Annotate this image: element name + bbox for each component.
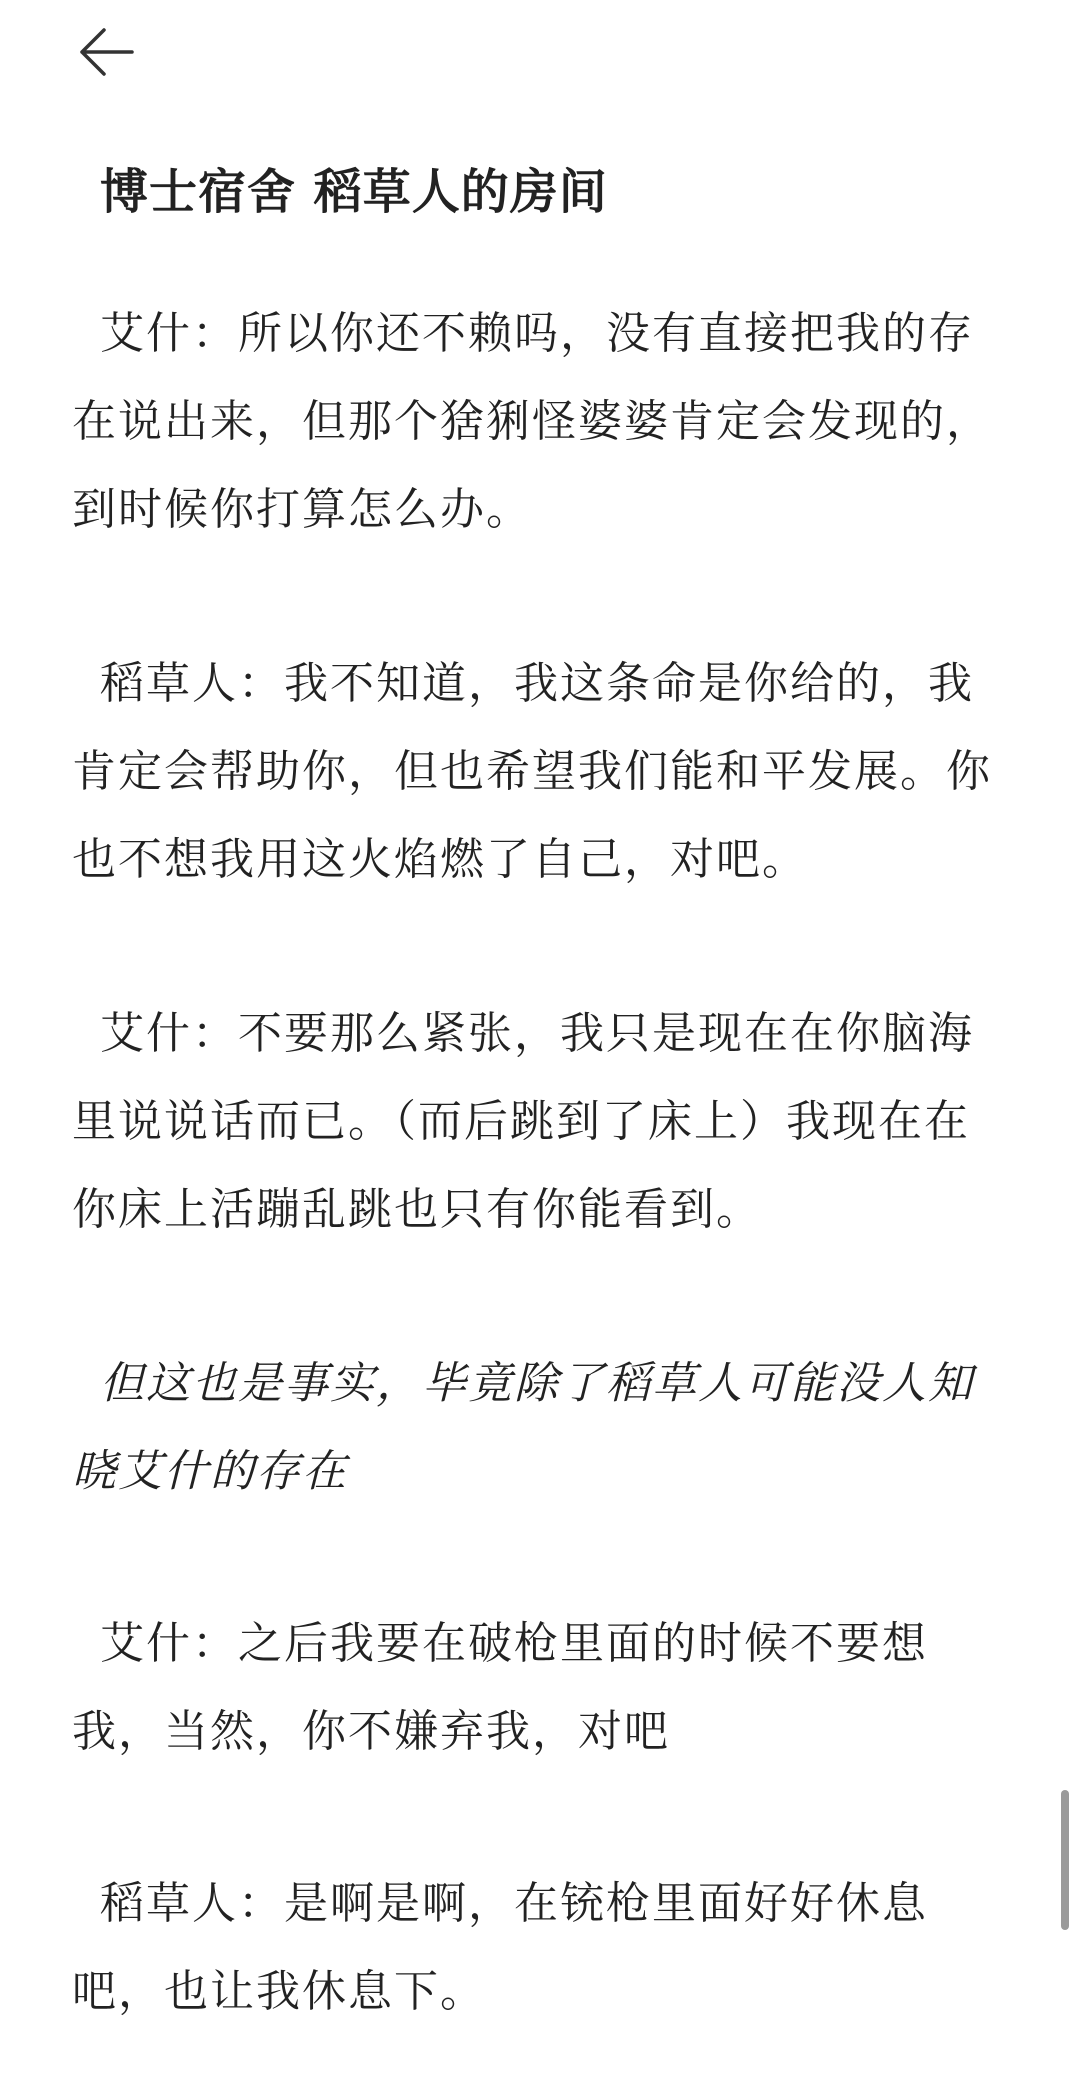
back-button[interactable]	[68, 14, 144, 90]
paragraph: 艾什：之后我要在破枪里面的时候不要想我，当然，你不嫌弃我，对吧	[72, 1618, 928, 1757]
paragraph: 稻草人：是啊是啊，在铳枪里面好好休息吧，也让我休息下。	[72, 1878, 928, 2017]
paragraph-narration: 但这也是事实，毕竟除了稻草人可能没人知晓艾什的存在	[72, 1358, 974, 1497]
chapter-title: 博士宿舍 稻草人的房间	[100, 164, 608, 220]
paragraph: 艾什：所以你还不赖吗，没有直接把我的存在说出来，但那个猞猁怪婆婆肯定会发现的，到时候你打算怎么办。	[72, 308, 992, 535]
paragraph: 稻草人：我不知道，我这条命是你给的，我肯定会帮助你，但也希望我们能和平发展。你也不想我用这火焰燃了自己，对吧。	[72, 658, 992, 885]
arrow-left-icon	[74, 20, 138, 84]
scrollbar[interactable]	[1061, 1790, 1069, 1930]
paragraph: 艾什：不要那么紧张，我只是现在在你脑海里说说话而已。（而后跳到了床上）我现在在你床上活蹦乱跳也只有你能看到。	[72, 1008, 974, 1235]
